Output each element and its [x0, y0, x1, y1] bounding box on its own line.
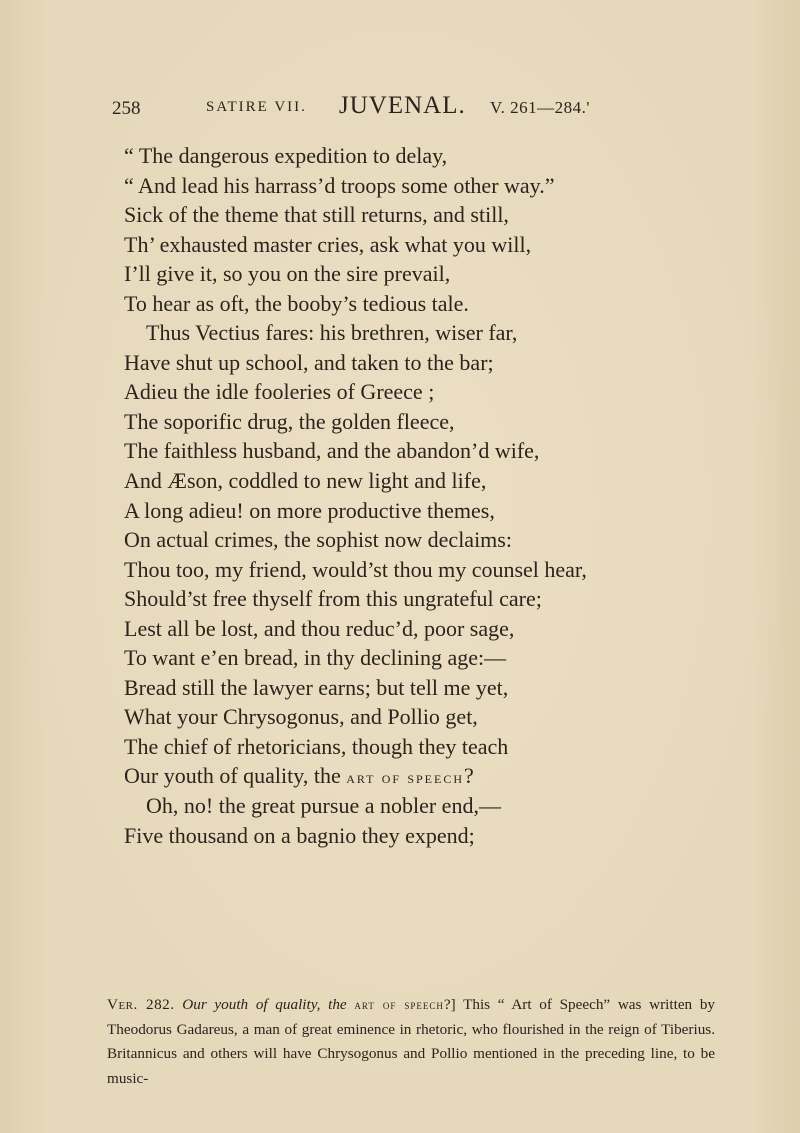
- poem-line: Five thousand on a bagnio they expend;: [124, 822, 475, 848]
- poem-line: Have shut up school, and taken to the bar;: [124, 349, 494, 375]
- poem-line: To hear as oft, the booby’s tedious tale.: [124, 290, 469, 316]
- poem-line: What your Chrysogonus, and Pollio get,: [124, 704, 478, 730]
- poem-line: Th’ exhausted master cries, ask what you will,: [124, 231, 532, 257]
- footnote: [107, 993, 715, 1091]
- poem-line: [124, 761, 764, 791]
- art-of-speech-smallcaps: art of speech: [346, 768, 464, 788]
- poem-line: The chief of rhetoricians, though they teach: [124, 733, 509, 759]
- poem-line: And Æson, coddled to new light and life,: [124, 468, 487, 494]
- poem-line: Thus Vectius fares: his brethren, wiser far,: [146, 320, 518, 346]
- poem-text: [124, 141, 764, 850]
- poem-line: Lest all be lost, and thou reduc’d, poor sage,: [124, 615, 515, 641]
- question-mark: ?: [464, 763, 474, 789]
- poem-line: A long adieu! on more productive themes,: [124, 497, 495, 523]
- poem-line: Sick of the theme that still returns, and still,: [124, 202, 509, 228]
- poem-line: The faithless husband, and the abandon’d wife,: [124, 438, 540, 464]
- running-head: [112, 92, 712, 122]
- poem-line: Thou too, my friend, would’st thou my counsel hear,: [124, 556, 587, 582]
- footnote-bracket: ?]: [443, 996, 456, 1013]
- footnote-verse-label: Ver. 282.: [107, 996, 175, 1013]
- verse-range: V. 261—284.': [490, 98, 590, 117]
- footnote-cited-smallcaps: art of speech: [354, 998, 444, 1012]
- poem-line: “ And lead his harrass’d troops some other way.”: [124, 172, 555, 198]
- poem-line: Oh, no! the great pursue a nobler end,—: [146, 793, 501, 819]
- poem-line: I’ll give it, so you on the sire prevail,: [124, 261, 451, 287]
- poem-line: On actual crimes, the sophist now declaims:: [124, 527, 512, 553]
- poem-line: The soporific drug, the golden fleece,: [124, 408, 455, 434]
- poem-line: Bread still the lawyer earns; but tell me yet,: [124, 674, 509, 700]
- footnote-text: This “ Art of Speech” was written by Theodorus Gadareus, a man of great eminence in rhetoric, who flourished in the reign of Tiberius. Britannicus and others will have Chrysogonus and Pollio mentioned in the preceding line, to be music-: [107, 996, 716, 1087]
- poem-line: Adieu the idle fooleries of Greece ;: [124, 379, 435, 405]
- poem-line: “ The dangerous expedition to delay,: [124, 143, 448, 168]
- author-name: JUVENAL.: [339, 92, 466, 119]
- page-number: 258: [112, 98, 141, 119]
- poem-line: Should’st free thyself from this ungrateful care;: [124, 586, 542, 612]
- satire-label: SATIRE VII.: [206, 99, 307, 115]
- poem-line-text: Our youth of quality, the: [124, 763, 341, 789]
- poem-line: To want e’en bread, in thy declining age:—: [124, 645, 507, 671]
- footnote-cited-phrase: Our youth of quality, the: [182, 996, 347, 1013]
